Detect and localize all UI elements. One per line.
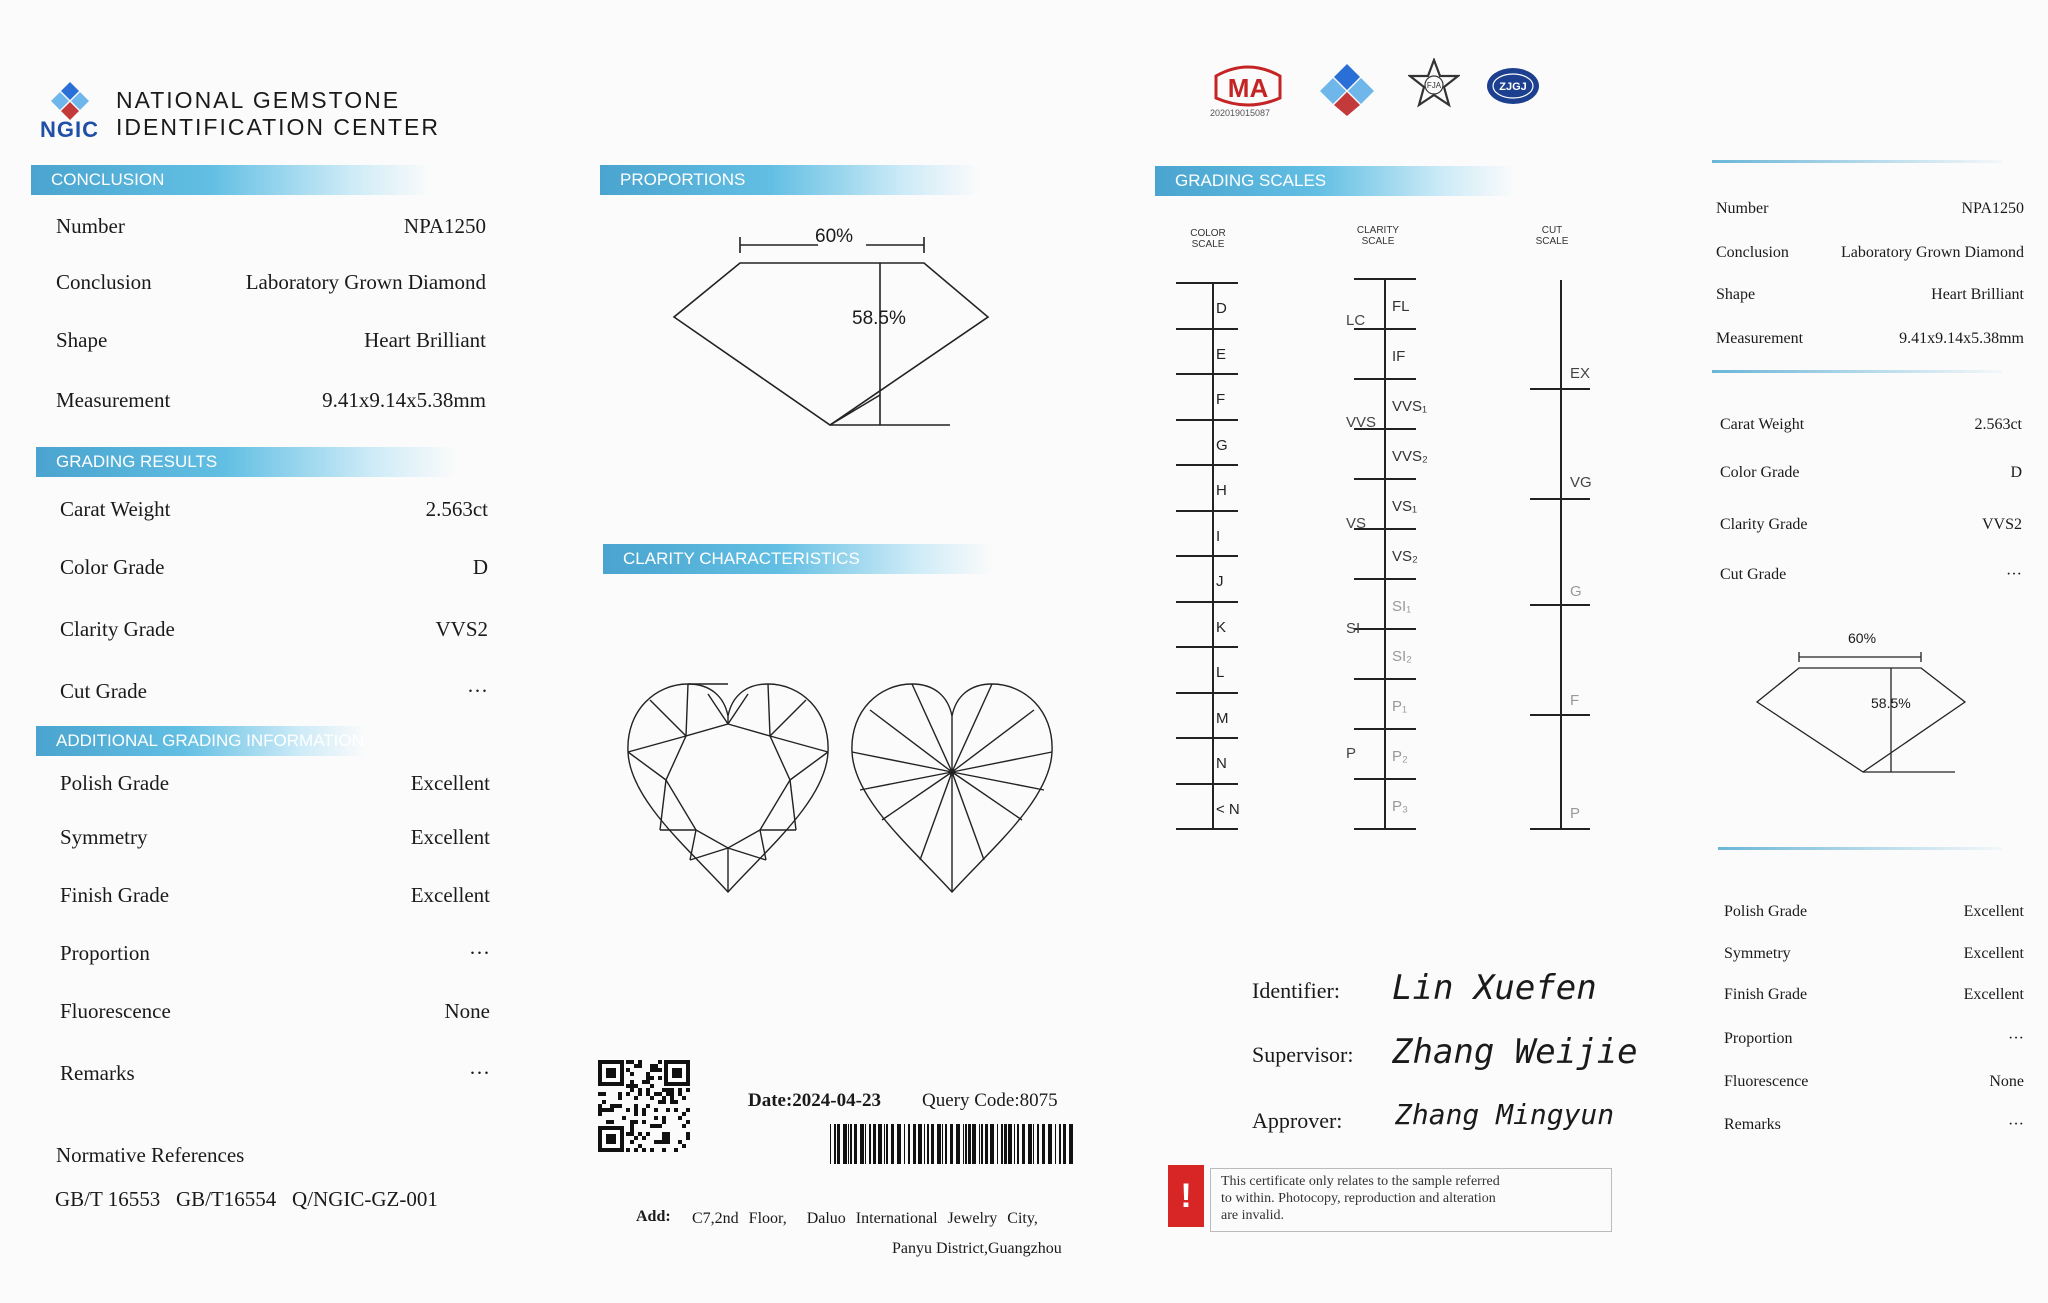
grading-value: D [472, 555, 488, 579]
conclusion-label: Number [56, 214, 125, 238]
summary-top-row [1716, 330, 2024, 348]
additional-value: Excellent [410, 771, 490, 795]
normative-references-label: Normative References [56, 1143, 245, 1167]
summary-top-label: Conclusion [1716, 244, 1789, 261]
scale-tick [1354, 378, 1416, 380]
summary-divider-3 [1718, 847, 2002, 850]
cut-grade-label: P [1570, 805, 1581, 822]
scale-tick [1354, 828, 1416, 830]
heart-plot-diagram [620, 680, 1060, 900]
zjgj-text: ZJGJ [1499, 81, 1527, 93]
additional-label: Finish Grade [60, 883, 170, 907]
address-label: Add: [636, 1208, 671, 1225]
summary-mid-label: Carat Weight [1720, 416, 1805, 433]
signature-name: Zhang Mingyun [1395, 1098, 1615, 1131]
additional-row [60, 825, 490, 850]
summary-mid-label: Color Grade [1720, 464, 1800, 481]
summary-mid-value: ··· [2006, 566, 2022, 583]
summary-divider-1 [1712, 160, 2002, 163]
scale-tick [1530, 388, 1590, 390]
scale-tick [1176, 373, 1238, 375]
summary-top-row [1716, 286, 2024, 304]
scale-tick [1354, 678, 1416, 680]
conclusion-value: Laboratory Grown Diamond [245, 270, 486, 294]
color-grade-label: H [1216, 482, 1227, 499]
clarity-scale-title: CLARITY SCALE [1356, 225, 1400, 247]
clarity-grade-label: P₂ [1392, 748, 1408, 765]
summary-bottom-label: Remarks [1724, 1116, 1781, 1133]
conclusion-label: Conclusion [56, 270, 152, 294]
grading-value: 2.563ct [425, 497, 488, 521]
clarity-grade-label: SI₁ [1392, 598, 1412, 615]
summary-bottom-label: Polish Grade [1724, 903, 1808, 920]
scale-tick [1176, 646, 1238, 648]
summary-table-percentage: 60% [1848, 630, 1877, 646]
scale-tick [1176, 510, 1238, 512]
summary-bottom-value: ··· [2008, 1030, 2024, 1047]
color-grade-label: F [1216, 391, 1226, 408]
clarity-grade-label: VS₁ [1392, 498, 1418, 515]
additional-value: Excellent [410, 825, 490, 849]
signature-name: Lin Xuefen [1392, 968, 1597, 1008]
notice-line1: This certificate only relates to the sample referred [1221, 1174, 1500, 1189]
additional-label: Symmetry [60, 825, 148, 849]
conclusion-row [56, 270, 486, 295]
grading-label: Cut Grade [60, 679, 147, 703]
signature-role: Approver: [1252, 1108, 1343, 1133]
summary-bottom-value: Excellent [1963, 945, 2024, 962]
additional-label: Fluorescence [60, 999, 171, 1023]
summary-mid-label: Clarity Grade [1720, 516, 1808, 533]
summary-bottom-row [1724, 945, 2024, 963]
cut-grade-label: EX [1570, 365, 1591, 382]
additional-value: ··· [469, 941, 490, 965]
additional-label: Remarks [60, 1061, 135, 1085]
zjgj-emblem-icon [1484, 64, 1542, 112]
conclusion-label: Measurement [56, 388, 171, 412]
clarity-characteristics-banner: CLARITY CHARACTERISTICS [603, 544, 993, 574]
scale-tick [1176, 783, 1238, 785]
color-grade-label: E [1216, 345, 1227, 363]
scale-tick [1176, 464, 1238, 466]
clarity-group-label: SI [1346, 620, 1361, 637]
additional-label: Polish Grade [60, 771, 170, 795]
summary-bottom-row [1724, 903, 2024, 921]
summary-bottom-value: ··· [2008, 1116, 2024, 1133]
summary-bottom-value: Excellent [1963, 986, 2024, 1003]
ngic-logo-text: NGIC [40, 117, 99, 142]
issue-date: Date:2024-04-23 [748, 1090, 881, 1111]
additional-row [60, 1061, 490, 1086]
conclusion-row [56, 328, 486, 353]
color-grade-label: < N [1216, 800, 1240, 818]
notice-line3: are invalid. [1221, 1208, 1284, 1223]
summary-mid-row [1720, 464, 2022, 482]
scale-tick [1176, 328, 1238, 330]
summary-depth-percentage: 58.5% [1871, 695, 1911, 711]
scale-tick [1530, 604, 1590, 606]
additional-row [60, 883, 490, 908]
qr-code-icon[interactable] [598, 1060, 690, 1152]
clarity-group-label: VVS [1346, 414, 1377, 431]
conclusion-banner: CONCLUSION [31, 165, 431, 195]
summary-mid-row [1720, 566, 2022, 584]
fja-text: FJA [1426, 81, 1442, 90]
color-grade-label: J [1216, 573, 1224, 590]
barcode-icon [830, 1124, 1074, 1164]
summary-mid-value: D [2010, 464, 2022, 481]
scale-tick [1176, 601, 1238, 603]
clarity-grade-label: VVS₁ [1392, 398, 1428, 415]
clarity-grade-label: FL [1392, 298, 1410, 315]
table-percentage: 60% [815, 226, 854, 247]
additional-label: Proportion [60, 941, 150, 965]
grading-row [60, 497, 488, 522]
scale-tick [1354, 778, 1416, 780]
scale-tick [1354, 628, 1416, 630]
scale-tick [1176, 828, 1238, 830]
scale-tick [1530, 714, 1590, 716]
scale-tick [1176, 419, 1238, 421]
summary-bottom-row [1724, 1030, 2024, 1048]
signature-role: Identifier: [1252, 978, 1340, 1003]
grading-value: ··· [467, 679, 488, 703]
grading-label: Color Grade [60, 555, 165, 579]
summary-mid-value: VVS2 [1981, 516, 2022, 533]
cut-grade-label: G [1570, 583, 1582, 600]
summary-mid-row [1720, 516, 2022, 534]
grading-value: VVS2 [435, 617, 488, 641]
grading-label: Carat Weight [60, 497, 171, 521]
clarity-group-label: LC [1346, 312, 1366, 329]
color-grade-label: M [1216, 709, 1229, 727]
depth-percentage: 58.5% [852, 308, 906, 329]
cut-scale-title: CUT SCALE [1535, 225, 1569, 247]
clarity-grade-label: P₁ [1392, 698, 1408, 715]
grading-row [60, 617, 488, 642]
grading-label: Clarity Grade [60, 617, 175, 641]
address-line1: C7,2nd Floor, Daluo International Jewelry City, [692, 1210, 1038, 1227]
proportions-banner: PROPORTIONS [600, 165, 980, 195]
scale-tick [1354, 578, 1416, 580]
summary-top-value: 9.41x9.14x5.38mm [1899, 330, 2024, 347]
scale-tick [1176, 692, 1238, 694]
conclusion-row [56, 388, 486, 413]
cma-code: 202019015087 [1210, 108, 1271, 118]
clarity-grade-label: SI₂ [1392, 648, 1412, 665]
additional-row [60, 941, 490, 966]
summary-bottom-row [1724, 1073, 2024, 1091]
summary-top-row [1716, 200, 2024, 218]
summary-divider-2 [1712, 370, 2002, 373]
fja-star-icon [1408, 58, 1460, 112]
grading-results-banner: GRADING RESULTS [36, 447, 456, 477]
summary-bottom-value: None [1989, 1073, 2024, 1090]
summary-top-row [1716, 244, 2024, 262]
address-line2: Panyu District,Guangzhou [892, 1240, 1062, 1257]
clarity-grade-label: VVS₂ [1392, 448, 1428, 465]
summary-top-value: NPA1250 [1961, 200, 2024, 217]
summary-bottom-label: Finish Grade [1724, 986, 1808, 1003]
proportions-diagram [670, 225, 1000, 435]
clarity-grade-label: IF [1392, 348, 1406, 365]
notice-line2: to within. Photocopy, reproduction and alteration [1221, 1191, 1496, 1206]
org-name-line2: IDENTIFICATION CENTER [116, 114, 440, 140]
summary-top-value: Laboratory Grown Diamond [1840, 244, 2024, 261]
grading-row [60, 679, 488, 704]
conclusion-value: Heart Brilliant [364, 328, 486, 352]
summary-proportions-diagram [1755, 648, 1981, 778]
additional-row [60, 771, 490, 796]
scale-tick [1176, 555, 1238, 557]
summary-bottom-label: Fluorescence [1724, 1073, 1809, 1090]
notice-box [1210, 1168, 1612, 1232]
color-grade-label: G [1216, 436, 1228, 454]
scale-tick [1354, 478, 1416, 480]
scale-axis [1560, 280, 1562, 830]
query-code: Query Code:8075 [922, 1090, 1058, 1111]
scale-tick [1530, 828, 1590, 830]
cma-text: MA [1227, 73, 1269, 103]
summary-top-label: Number [1716, 200, 1769, 217]
scale-axis [1384, 278, 1386, 828]
additional-value: None [444, 999, 490, 1023]
summary-bottom-label: Proportion [1724, 1030, 1793, 1047]
cut-grade-label: VG [1570, 474, 1592, 491]
grading-row [60, 555, 488, 580]
normative-references-value: GB/T 16553 GB/T16554 Q/NGIC-GZ-001 [55, 1187, 438, 1211]
summary-bottom-row [1724, 986, 2024, 1004]
clarity-grade-label: VS₂ [1392, 548, 1418, 565]
scale-tick [1530, 498, 1590, 500]
ngic-diamond-logo-icon [48, 80, 92, 120]
cut-grade-label: F [1570, 692, 1580, 709]
summary-top-label: Shape [1716, 286, 1756, 303]
clarity-group-label: P [1346, 745, 1357, 762]
conclusion-value: 9.41x9.14x5.38mm [322, 388, 486, 412]
clarity-group-label: VS [1346, 515, 1367, 532]
color-grade-label: I [1216, 527, 1221, 545]
color-grade-label: N [1216, 755, 1227, 772]
summary-mid-value: 2.563ct [1974, 416, 2022, 433]
summary-bottom-label: Symmetry [1724, 945, 1791, 962]
color-grade-label: D [1216, 300, 1227, 317]
summary-bottom-value: Excellent [1963, 903, 2024, 920]
summary-mid-row [1720, 416, 2022, 434]
scale-tick [1176, 282, 1238, 284]
warning-icon: ! [1168, 1165, 1204, 1227]
additional-value: Excellent [410, 883, 490, 907]
signature-role: Supervisor: [1252, 1042, 1354, 1067]
scale-tick [1354, 278, 1416, 280]
color-grade-label: K [1216, 618, 1227, 636]
scale-tick [1354, 728, 1416, 730]
signature-name: Zhang Weijie [1392, 1032, 1638, 1072]
additional-info-banner: ADDITIONAL GRADING INFORMATION [36, 726, 366, 756]
summary-bottom-row [1724, 1116, 2024, 1134]
color-scale-title: COLOR SCALE [1190, 228, 1226, 250]
additional-row [60, 999, 490, 1024]
summary-top-value: Heart Brilliant [1931, 286, 2024, 303]
conclusion-row [56, 214, 486, 239]
summary-mid-label: Cut Grade [1720, 566, 1787, 583]
scale-tick [1176, 737, 1238, 739]
org-name-line1: NATIONAL GEMSTONE [116, 87, 401, 113]
color-grade-label: L [1216, 664, 1225, 681]
summary-top-label: Measurement [1716, 330, 1804, 347]
conclusion-value: NPA1250 [403, 214, 486, 238]
grading-scales-banner: GRADING SCALES [1155, 166, 1515, 196]
conclusion-label: Shape [56, 328, 108, 352]
ngic-small-logo-icon [1318, 62, 1376, 116]
additional-value: ··· [469, 1061, 490, 1085]
clarity-grade-label: P₃ [1392, 798, 1409, 815]
